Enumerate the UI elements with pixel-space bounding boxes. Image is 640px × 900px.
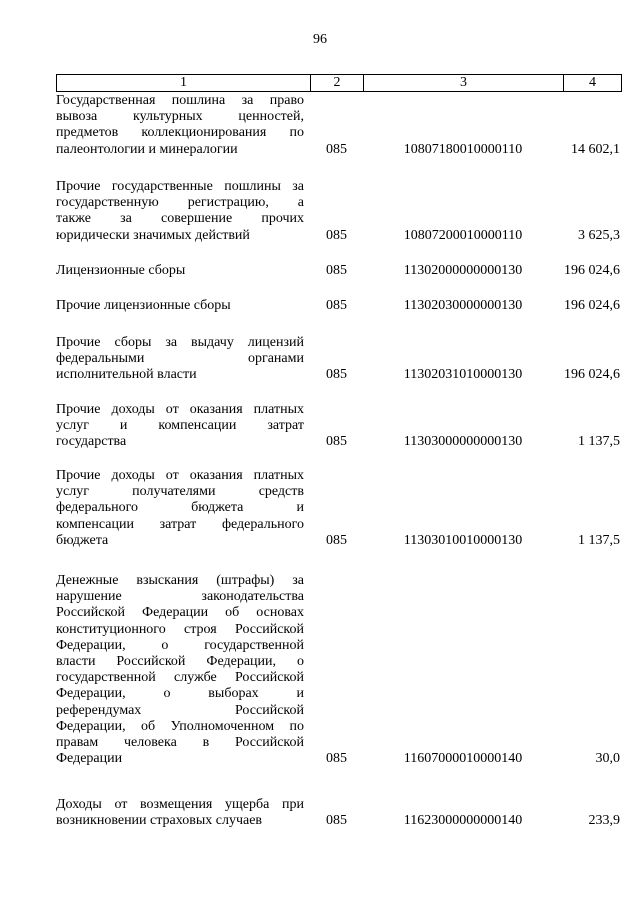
table-row — [56, 335, 622, 384]
row-amount: 196 024,6 — [564, 263, 620, 278]
row-name-line: юридически значимых действий — [56, 227, 250, 243]
row-name-line: бюджета — [56, 532, 109, 548]
row-name-line: Денежные взыскания (штрафы) за — [56, 573, 304, 588]
row-name-line: государства — [56, 434, 127, 450]
row-name — [56, 402, 304, 451]
row-name-line: Прочие сборы за выдачу лицензий — [56, 335, 304, 350]
column-header-4: 4 — [589, 75, 596, 90]
row-name-line: палеонтологии и минералогии — [56, 141, 238, 157]
page-number: 96 — [313, 32, 327, 47]
column-header-2: 2 — [311, 75, 364, 91]
row-name-line: также за совершение прочих — [56, 211, 304, 227]
row-name-line: федерального бюджета и — [56, 500, 304, 516]
row-classification-code: 11302030000000130 — [403, 298, 523, 313]
row-name-line: Прочие доходы от оказания платных — [56, 468, 304, 483]
row-admin-code: 085 — [326, 298, 347, 313]
row-name — [56, 797, 304, 829]
table-row — [56, 179, 622, 244]
row-classification-code: 11623000000000140 — [403, 813, 523, 829]
row-admin-code: 085 — [326, 434, 347, 450]
row-amount: 30,0 — [595, 751, 620, 767]
row-classification-code: 11302000000000130 — [403, 263, 523, 278]
row-name-line: Федерации, о государственной — [56, 637, 304, 653]
row-name-line: Лицензионные сборы — [56, 263, 186, 278]
table-row — [56, 797, 622, 829]
row-admin-code: 085 — [326, 367, 347, 383]
column-header-1: 1 — [57, 75, 311, 91]
row-name-line: правам человека в Российской — [56, 735, 304, 751]
row-name-line: вывоза культурных ценностей, — [56, 109, 304, 125]
row-name-line: государственной службе Российской — [56, 670, 304, 686]
table-row — [56, 93, 622, 158]
row-name-line: референдумах Российской — [56, 702, 304, 718]
row-amount: 196 024,6 — [564, 298, 620, 313]
row-admin-code: 085 — [326, 263, 347, 278]
table-row — [56, 468, 622, 549]
row-name — [56, 179, 304, 244]
row-name — [56, 335, 304, 384]
row-name-line: Российской Федерации об основах — [56, 605, 304, 621]
row-name-line: конституционного строя Российской — [56, 621, 304, 637]
row-name — [56, 93, 304, 158]
row-name-line: Прочие лицензионные сборы — [56, 298, 231, 313]
row-name-line: власти Российской Федерации, о — [56, 654, 304, 670]
row-classification-code: 11303010010000130 — [403, 532, 523, 548]
table-row — [56, 573, 622, 767]
row-name-line: Прочие доходы от оказания платных — [56, 402, 304, 417]
row-amount: 196 024,6 — [564, 367, 620, 383]
row-name — [56, 298, 304, 314]
row-name-line: Федерации, об Уполномоченном по — [56, 718, 304, 734]
table-row — [56, 402, 622, 451]
row-name-line: возникновении страховых случаев — [56, 813, 263, 829]
row-admin-code: 085 — [326, 227, 347, 243]
table-row — [56, 263, 622, 279]
row-admin-code: 085 — [326, 141, 347, 157]
row-name-line: компенсации затрат федерального — [56, 516, 304, 532]
row-name-line: Государственная пошлина за право — [56, 93, 304, 108]
row-amount: 233,9 — [588, 813, 620, 829]
row-name-line: нарушение законодательства — [56, 589, 304, 605]
row-classification-code: 10807200010000110 — [403, 227, 523, 243]
row-amount: 1 137,5 — [578, 434, 620, 450]
row-name — [56, 468, 304, 549]
row-name-line: Прочие государственные пошлины за — [56, 179, 304, 194]
row-classification-code: 11303000000000130 — [403, 434, 523, 450]
row-amount: 1 137,5 — [578, 532, 620, 548]
row-admin-code: 085 — [326, 813, 347, 829]
row-classification-code: 11302031010000130 — [403, 367, 523, 383]
column-header-3: 3 — [364, 75, 564, 91]
row-name-line: исполнительной власти — [56, 367, 197, 383]
row-classification-code: 10807180010000110 — [403, 141, 523, 157]
column-header-row — [56, 74, 622, 92]
row-name-line: предметов коллекционирования по — [56, 125, 304, 141]
row-name-line: Доходы от возмещения ущерба при — [56, 797, 304, 812]
row-classification-code: 11607000010000140 — [403, 751, 523, 767]
row-admin-code: 085 — [326, 751, 347, 767]
row-amount: 14 602,1 — [571, 141, 620, 157]
row-name — [56, 263, 304, 279]
table-row — [56, 298, 622, 314]
row-name-line: Федерации, о выборах и — [56, 686, 304, 702]
row-name-line: услуг и компенсации затрат — [56, 418, 304, 434]
row-name — [56, 573, 304, 767]
row-amount: 3 625,3 — [578, 227, 620, 243]
row-admin-code: 085 — [326, 532, 347, 548]
row-name-line: государственную регистрацию, а — [56, 195, 304, 211]
row-name-line: Федерации — [56, 751, 123, 767]
row-name-line: услуг получателями средств — [56, 484, 304, 500]
row-name-line: федеральными органами — [56, 351, 304, 367]
